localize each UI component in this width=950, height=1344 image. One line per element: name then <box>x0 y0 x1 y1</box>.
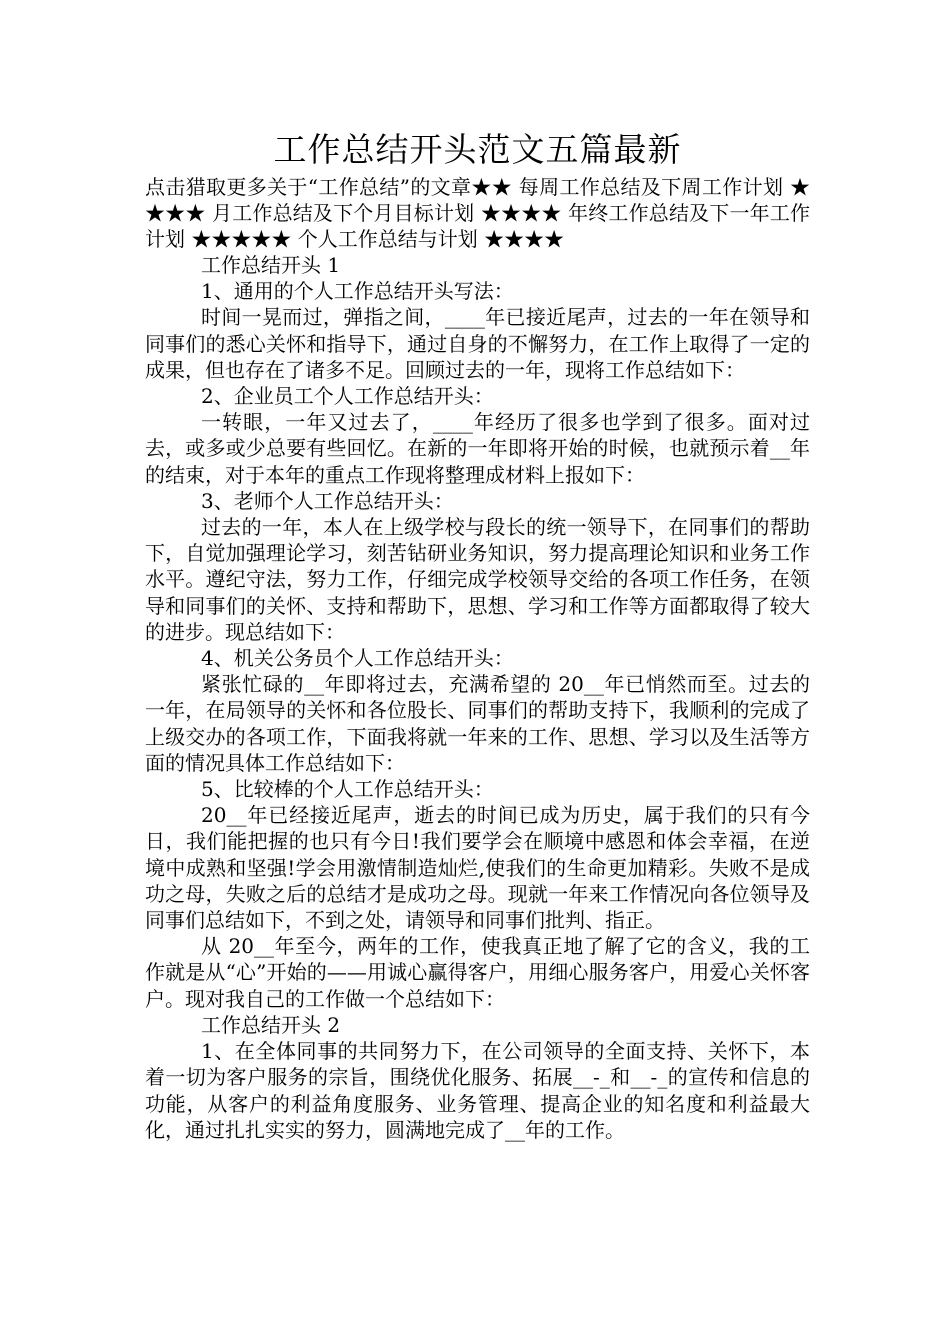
item-paragraph-6: 从 20__年至今，两年的工作，使我真正地了解了它的含义，我的工作就是从“心”开始的——用诚心赢得客户，用细心服务客户，用爱心关怀客户。现对我自己的工作做一个总结如下： <box>145 934 810 1011</box>
section2-paragraph-1: 1、在全体同事的共同努力下，在公司领导的全面支持、关怀下，本着一切为客户服务的宗旨，围绕优化服务、拓展__-_和__-_的宣传和信息的功能，从客户的利益角度服务、业务管理、提高企业的知名度和利益最大化，通过扎扎实实的努力，圆满地完成了__年的工作。 <box>145 1039 810 1142</box>
item-paragraph-1: 时间一晃而过，弹指之间，____年已接近尾声，过去的一年在领导和同事们的悉心关怀和指导下，通过自身的不懈努力，在工作上取得了一定的成果，但也存在了诸多不足。回顾过去的一年，现将工作总结如下： <box>145 305 810 382</box>
document-title: 工作总结开头范文五篇最新 <box>273 130 682 169</box>
item-paragraph-2: 一转眼，一年又过去了，____年经历了很多也学到了很多。面对过去，或多或少总要有些回忆。在新的一年即将开始的时候，也就预示着__年的结束，对于本年的重点工作现将整理成材料上报如下： <box>145 410 810 487</box>
item-paragraph-4: 紧张忙碌的__年即将过去，充满希望的 20__年已悄然而至。过去的一年，在局领导的关怀和各位股长、同事们的帮助支持下，我顺利的完成了上级交办的各项工作，下面我将就一年来的工作、思想、学习以及生活等方面的情况具体工作总结如下： <box>145 672 810 775</box>
item-paragraph-5: 20__年已经接近尾声，逝去的时间已成为历史，属于我们的只有今日，我们能把握的也只有今日!我们要学会在顺境中感恩和体会幸福，在逆境中成熟和坚强!学会用激情制造灿烂,使我们的生命更加精彩。失败不是成功之母，失败之后的总结才是成功之母。现就一年来工作情况向各位领导及同事们总结如下，不到之处，请领导和同事们批判、指正。 <box>145 803 810 933</box>
item-heading-2: 2、企业员工个人工作总结开头： <box>201 384 494 409</box>
item-heading-3: 3、老师个人工作总结开头： <box>201 488 454 513</box>
section-heading-1: 工作总结开头 1 <box>201 253 341 277</box>
item-paragraph-3: 过去的一年，本人在上级学校与段长的统一领导下，在同事们的帮助下，自觉加强理论学习，刻苦钻研业务知识，努力提高理论知识和业务工作水平。遵纪守法，努力工作，仔细完成学校领导交给的各项工作任务，在领导和同事们的关怀、支持和帮助下，思想、学习和工作等方面都取得了较大的进步。现总结如下： <box>145 515 810 644</box>
item-heading-5: 5、比较棒的个人工作总结开头： <box>201 777 494 802</box>
document-page <box>145 128 810 1143</box>
item-heading-4: 4、机关公务员个人工作总结开头： <box>201 646 514 671</box>
section-heading-2: 工作总结开头 2 <box>201 1012 341 1037</box>
item-heading-1: 1、通用的个人工作总结开头写法： <box>201 279 514 304</box>
intro-paragraph: 点击猎取更多关于“工作总结”的文章★★ 每周工作总结及下周工作计划 ★★★★ 月工作总结及下个月目标计划 ★★★★ 年终工作总结及下一年工作计划 ★★★★★ 个人工作总结与计划 ★★★★ <box>145 175 810 251</box>
